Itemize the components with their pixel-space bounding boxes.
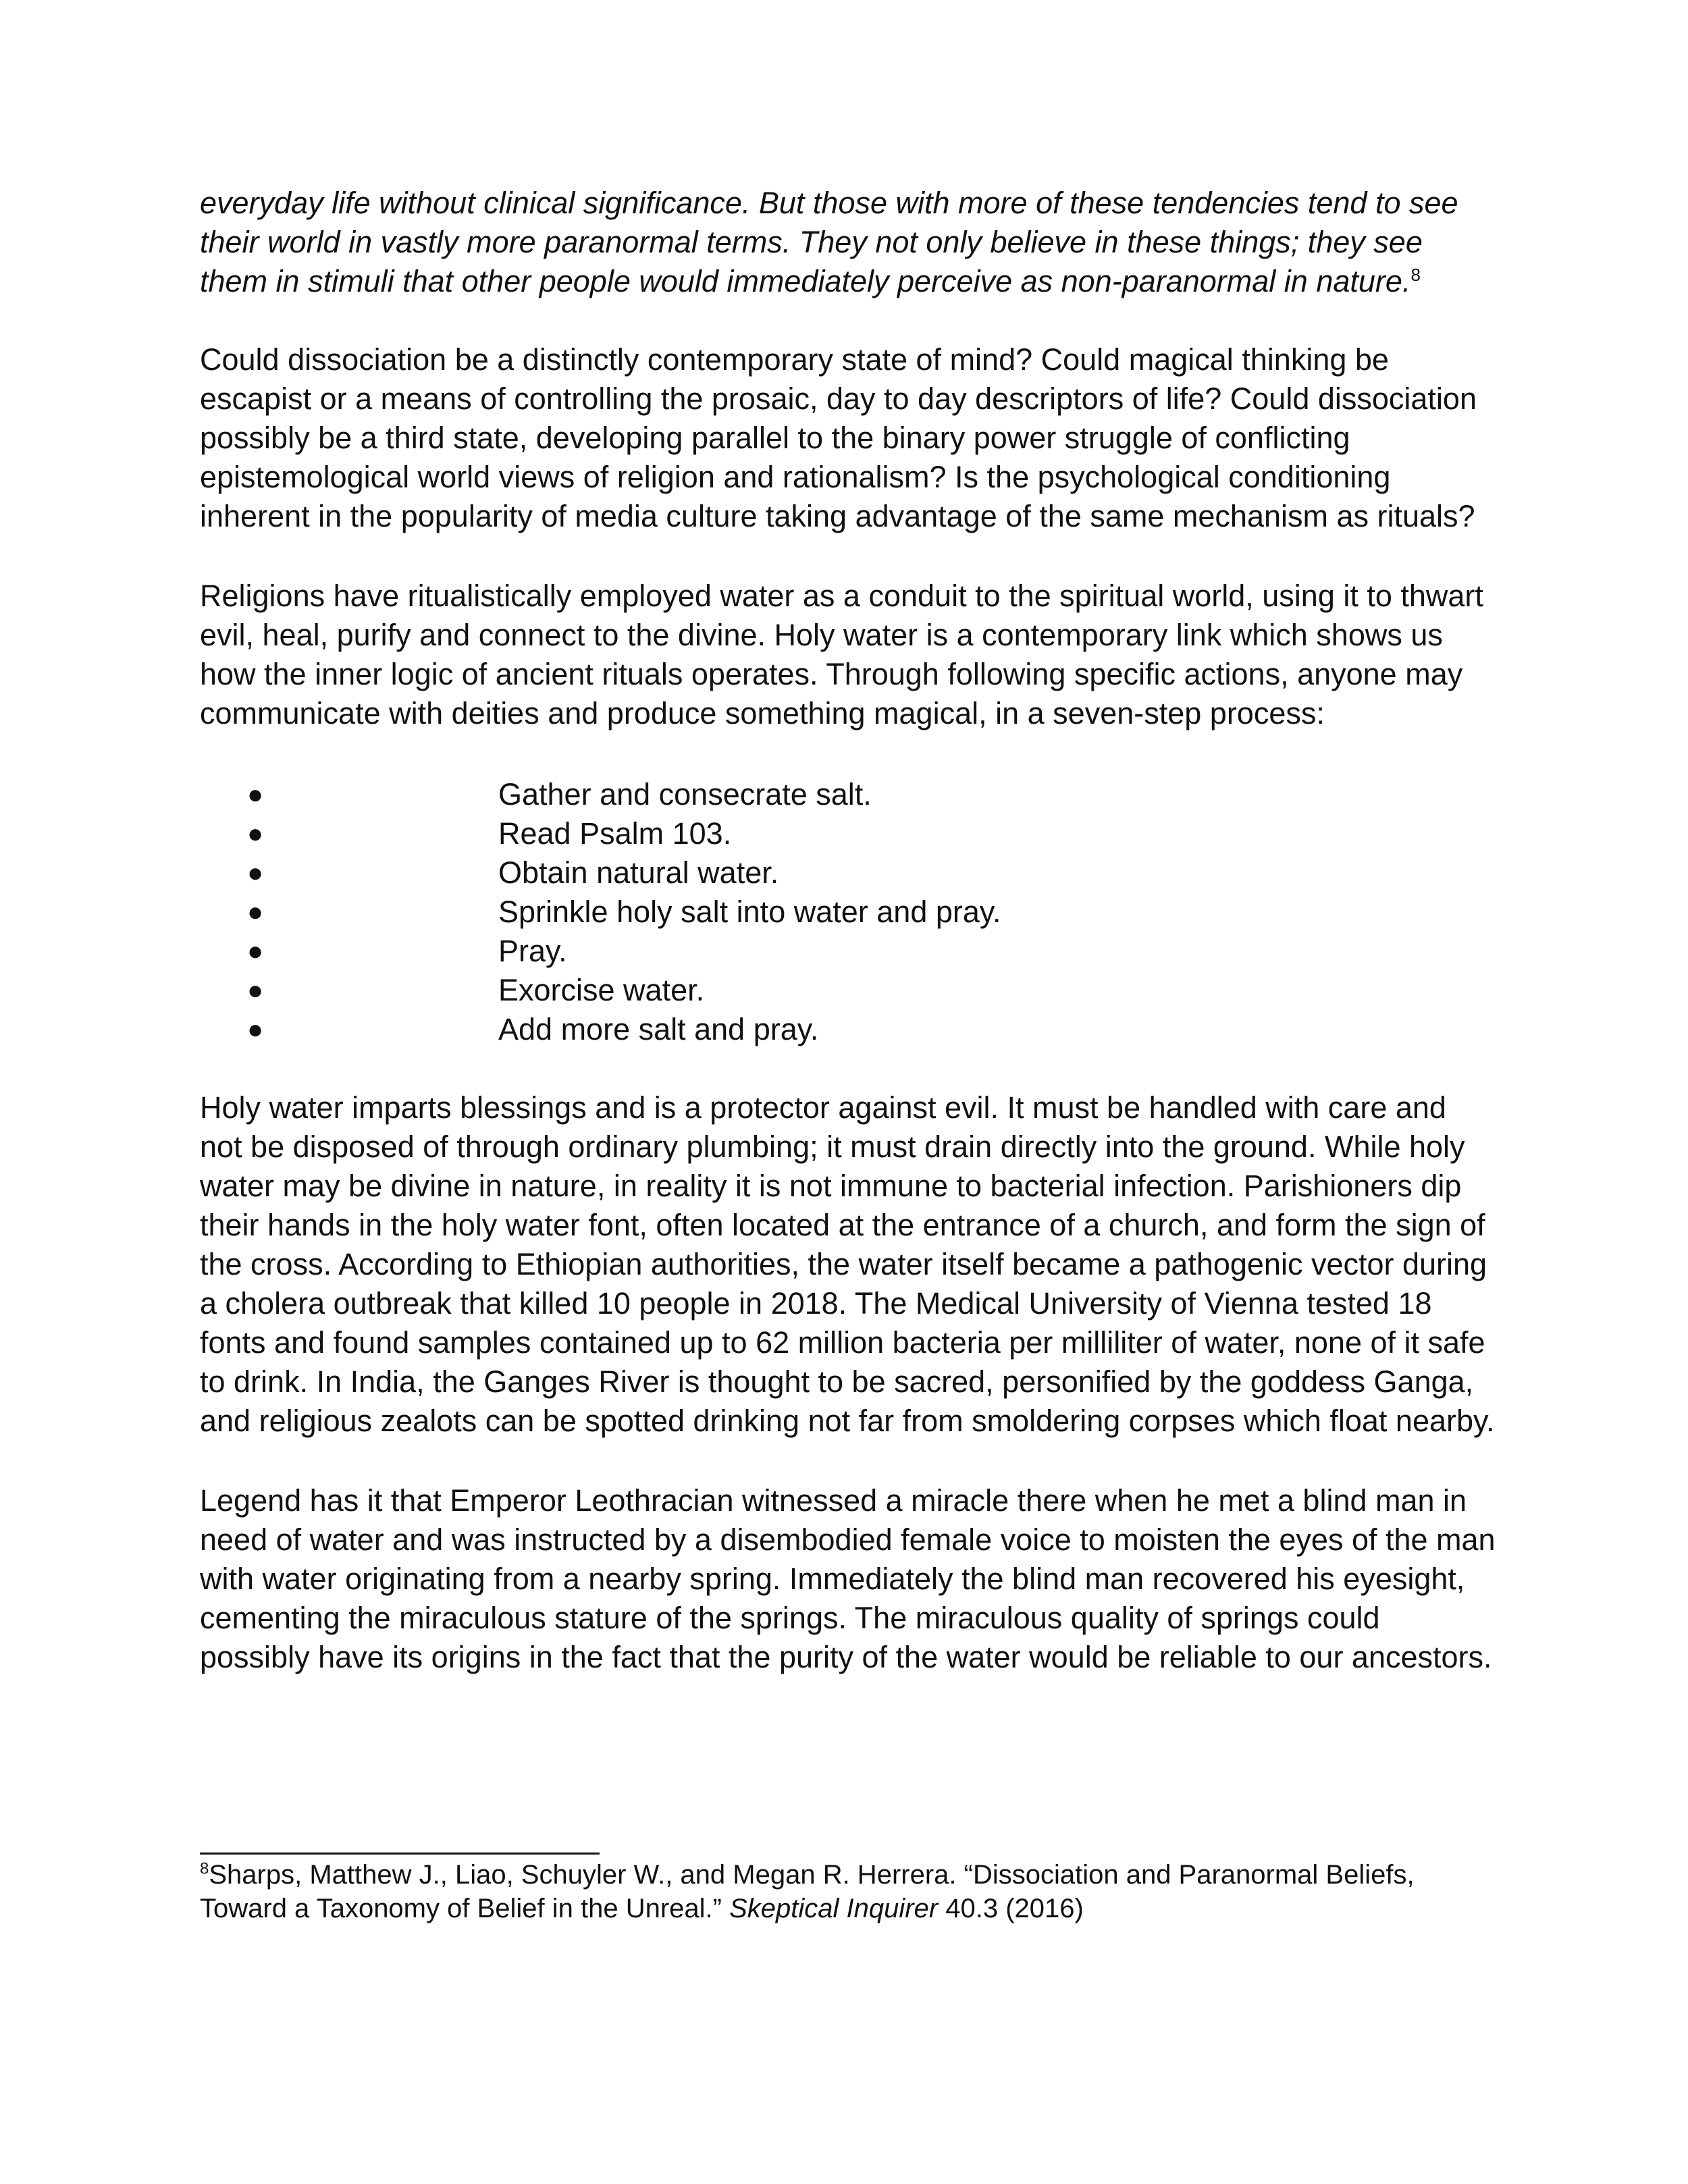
bullet-icon: ●: [247, 897, 264, 927]
quote-text: everyday life without clinical significance. But those with more of these tendencies tend to see their world in vastly more paranormal terms. They not only believe in these things; they see them in stimuli that other people would immediately perceive as non-paranormal in nature.: [200, 186, 1458, 298]
list-item: [0, 814, 1688, 853]
list-item-text: Exorcise water.: [498, 973, 705, 1007]
list-item: [0, 775, 1688, 814]
list-item: [0, 932, 1688, 971]
ritual-steps-list: [0, 775, 1688, 1049]
footnote-journal: Skeptical Inquirer: [729, 1894, 939, 1923]
footnote-reference: 8: [1410, 265, 1421, 285]
footnote-divider: [200, 1853, 600, 1855]
footnote-issue: 40.3 (2016): [938, 1894, 1084, 1923]
list-item-text: Read Psalm 103.: [498, 816, 732, 851]
bullet-icon: ●: [247, 1015, 264, 1044]
list-item-text: Add more salt and pray.: [498, 1012, 819, 1046]
footnote-number: 8: [200, 1859, 209, 1878]
bullet-icon: ●: [247, 858, 264, 888]
list-item: [0, 971, 1688, 1010]
bullet-icon: ●: [247, 936, 264, 966]
paragraph-legend: Legend has it that Emperor Leothracian witnessed a miracle there when he met a blind man in need of water and was instructed by a disembodied female voice to moisten the eyes of the man with water originating from a nearby spring. Immediately the blind man recovered his eyesight, cementing the miraculous stature of the springs. The miraculous quality of springs could possibly have its origins in the fact that the purity of the water would be reliable to our ancestors.: [200, 1483, 1496, 1674]
paragraph-dissociation: Could dissociation be a distinctly contemporary state of mind? Could magical thinking be escapist or a means of controlling the prosaic, day to day descriptors of life? Could dissociation possibly be a third state, developing parallel to the binary power struggle of conflicting epistemological world views of religion and rationalism? Is the psychological conditioning inherent in the popularity of media culture taking advantage of the same mechanism as rituals?: [200, 342, 1477, 533]
footnote-citation: Sharps, Matthew J., Liao, Schuyler W., and Megan R. Herrera. “Dissociation and Paranormal Beliefs, Toward a Taxonomy of Belief in the Unreal.”: [200, 1860, 1415, 1923]
list-item-text: Obtain natural water.: [498, 855, 779, 890]
paragraph-holy-water-hazards: Holy water imparts blessings and is a protector against evil. It must be handled with care and not be disposed of through ordinary plumbing; it must drain directly into the ground. While holy water may be divine in nature, in reality it is not immune to bacterial infection. Parishioners dip their hands in the holy water font, often located at the entrance of a church, and form the sign of the cross. According to Ethiopian authorities, the water itself became a pathogenic vector during a cholera outbreak that killed 10 people in 2018. The Medical University of Vienna tested 18 fonts and found samples contained up to 62 million bacteria per milliliter of water, none of it safe to drink. In India, the Ganges River is thought to be sacred, personified by the goddess Ganga, and religious zealots can be spotted drinking not far from smoldering corpses which float nearby.: [200, 1090, 1495, 1438]
list-item: [0, 853, 1688, 893]
list-item-text: Gather and consecrate salt.: [498, 777, 872, 811]
bullet-icon: ●: [247, 976, 264, 1005]
paragraph-holy-water-ritual: Religions have ritualistically employed water as a conduit to the spiritual world, using it to thwart evil, heal, purify and connect to the divine. Holy water is a contemporary link which shows us how the inner logic of ancient rituals operates. Through following specific actions, anyone may communicate with deities and produce something magical, in a seven-step process:: [200, 579, 1483, 730]
bullet-icon: ●: [247, 819, 264, 849]
list-item-text: Sprinkle holy salt into water and pray.: [498, 895, 1001, 929]
list-item: [0, 893, 1688, 932]
bullet-icon: ●: [247, 780, 264, 809]
list-item-text: Pray.: [498, 934, 567, 968]
list-item: [0, 1010, 1688, 1049]
footnote: [200, 1858, 1496, 1925]
quote-paragraph: [200, 184, 1496, 301]
